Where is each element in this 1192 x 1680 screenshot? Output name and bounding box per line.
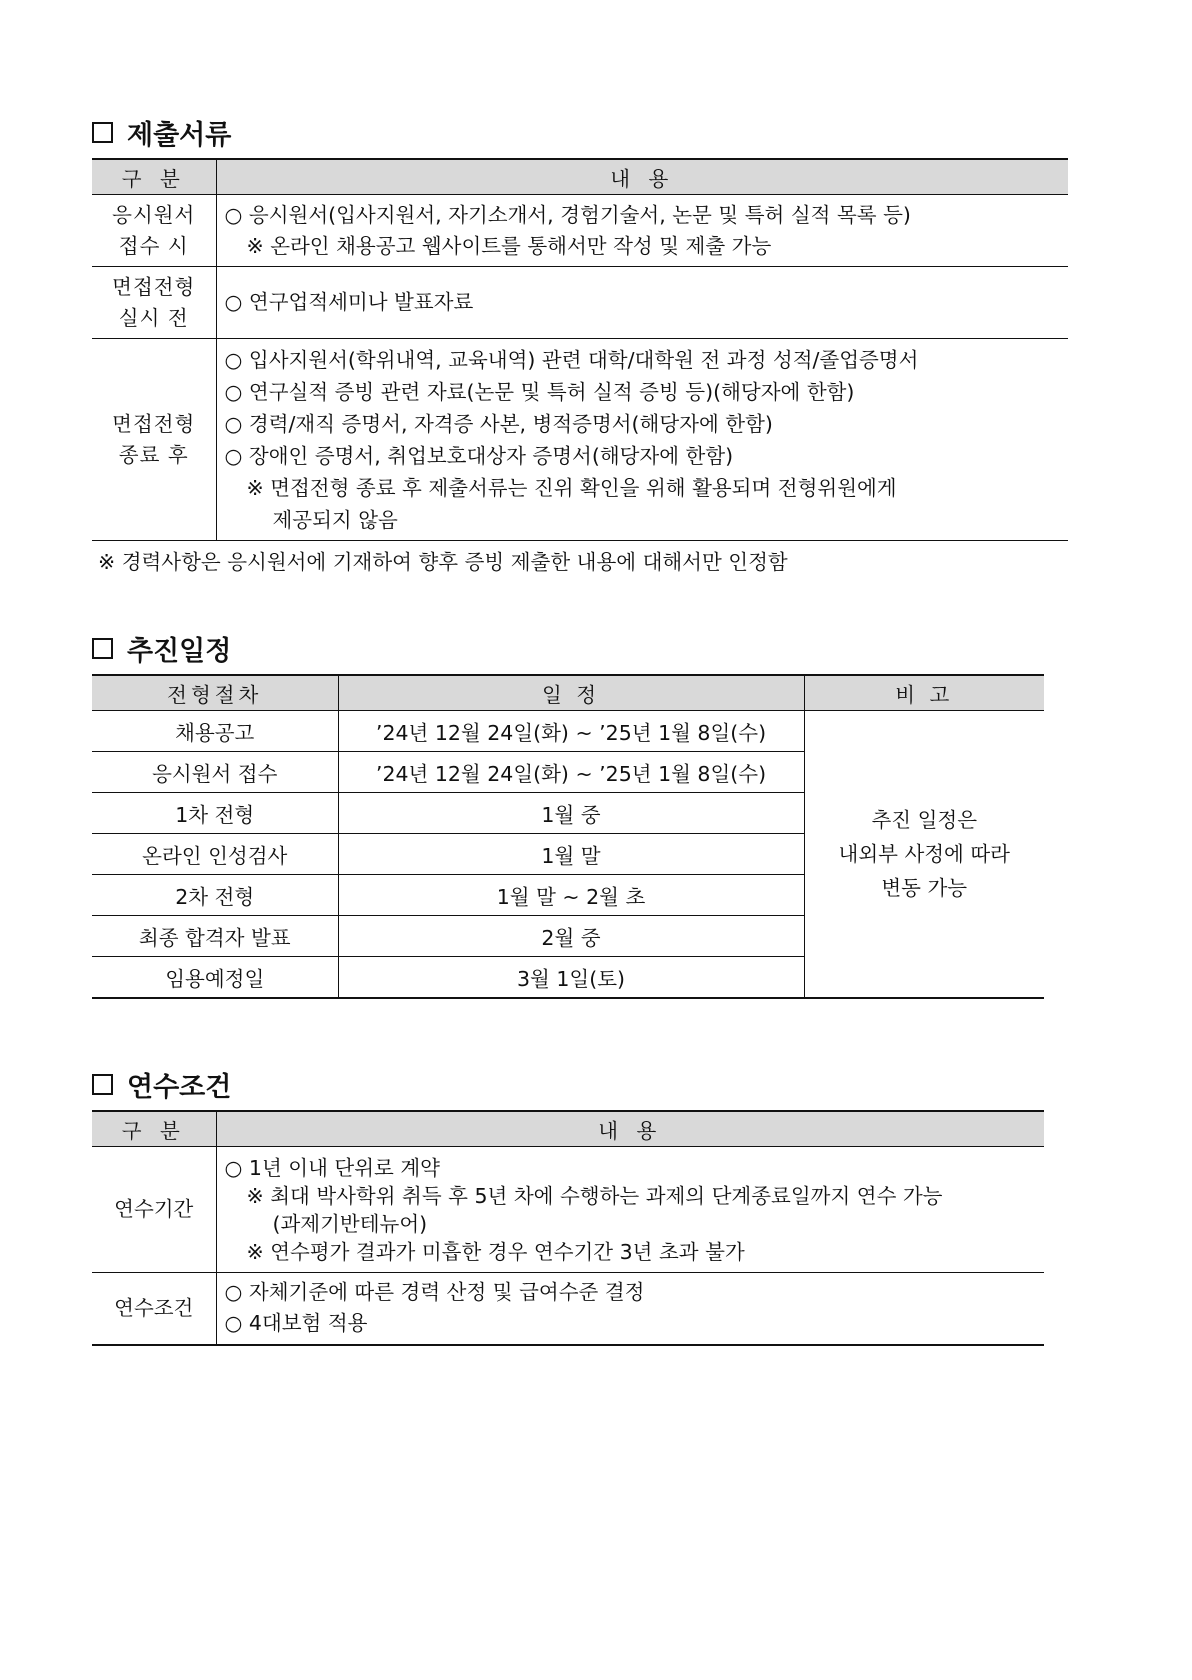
date-cell: ’24년 12월 24일(화) ~ ’25년 1월 8일(수) — [338, 711, 804, 752]
date-cell: 1월 말 — [338, 834, 804, 875]
row-label — [92, 339, 216, 541]
remark-line: 추진 일정은 — [871, 808, 978, 832]
row-content — [216, 1273, 1044, 1345]
checkbox-square-icon — [92, 122, 113, 143]
row-content — [216, 195, 1068, 267]
table-header — [92, 159, 1068, 195]
header-step: 전형절차 — [92, 675, 338, 711]
date-cell: 1월 말 ~ 2월 초 — [338, 875, 804, 916]
content-line: ○ 입사지원서(학위내역, 교육내역) 관련 대학/대학원 전 과정 성적/졸업증명서 — [224, 347, 919, 372]
checkbox-square-icon — [92, 638, 113, 659]
table-row — [92, 711, 1044, 752]
table-row — [92, 339, 1068, 541]
date-cell: 1월 중 — [338, 793, 804, 834]
content-line: ○ 자체기준에 따른 경력 산정 및 급여수준 결정 — [224, 1280, 645, 1305]
documents-table — [92, 158, 1068, 541]
row-label-line: 면접전형 — [112, 274, 196, 299]
row-label-line: 종료 후 — [118, 442, 189, 467]
row-content — [216, 1147, 1044, 1273]
row-label — [92, 195, 216, 267]
step-cell: 최종 합격자 발표 — [92, 916, 338, 957]
remark-cell — [804, 711, 1044, 999]
date-cell: ’24년 12월 24일(화) ~ ’25년 1월 8일(수) — [338, 752, 804, 793]
row-label: 연수기간 — [92, 1147, 216, 1273]
section-title-schedule — [92, 628, 1044, 668]
header-content: 내 용 — [216, 159, 1068, 195]
section-training — [92, 1064, 1044, 1346]
remark-line: 내외부 사정에 따라 — [838, 842, 1010, 866]
table-header — [92, 1111, 1044, 1147]
table-row — [92, 195, 1068, 267]
content-line: ○ 연구업적세미나 발표자료 — [224, 290, 474, 314]
section-title-text: 연수조건 — [127, 1071, 232, 1103]
header-remark: 비 고 — [804, 675, 1044, 711]
row-content — [216, 339, 1068, 541]
remark-line: 변동 가능 — [881, 876, 968, 900]
header-content: 내 용 — [216, 1111, 1044, 1147]
header-date: 일 정 — [338, 675, 804, 711]
content-line: ○ 경력/재직 증명서, 자격증 사본, 병적증명서(해당자에 한함) — [224, 411, 773, 436]
content-note: ※ 온라인 채용공고 웹사이트를 통해서만 작성 및 제출 가능 — [246, 233, 772, 258]
content-note: ※ 최대 박사학위 취득 후 5년 차에 수행하는 과제의 단계종료일까지 연수 가능 — [246, 1183, 943, 1208]
content-note: 제공되지 않음 — [272, 507, 398, 532]
header-category: 구 분 — [92, 1111, 216, 1147]
date-cell: 3월 1일(토) — [338, 957, 804, 999]
section-documents — [92, 112, 1068, 575]
header-category: 구 분 — [92, 159, 216, 195]
table-row — [92, 1273, 1044, 1345]
step-cell: 응시원서 접수 — [92, 752, 338, 793]
step-cell: 채용공고 — [92, 711, 338, 752]
section-title-text: 추진일정 — [127, 635, 232, 667]
section-title-text: 제출서류 — [127, 119, 232, 151]
training-table — [92, 1110, 1044, 1346]
section-schedule — [92, 628, 1044, 999]
content-note: ※ 연수평가 결과가 미흡한 경우 연수기간 3년 초과 불가 — [246, 1239, 745, 1264]
table-row — [92, 1147, 1044, 1273]
checkbox-square-icon — [92, 1074, 113, 1095]
table-row — [92, 267, 1068, 339]
step-cell: 임용예정일 — [92, 957, 338, 999]
row-label-line: 응시원서 — [112, 202, 196, 227]
step-cell: 2차 전형 — [92, 875, 338, 916]
content-note: (과제기반테뉴어) — [272, 1211, 428, 1236]
row-label: 연수조건 — [92, 1273, 216, 1345]
content-line: ○ 장애인 증명서, 취업보호대상자 증명서(해당자에 한함) — [224, 443, 734, 468]
documents-footnote: ※ 경력사항은 응시원서에 기재하여 향후 증빙 제출한 내용에 대해서만 인정함 — [98, 550, 788, 574]
row-label-line: 실시 전 — [118, 305, 189, 330]
section-title-documents — [92, 112, 1068, 152]
content-line: ○ 4대보험 적용 — [224, 1311, 368, 1336]
table-header — [92, 675, 1044, 711]
content-line: ○ 1년 이내 단위로 계약 — [224, 1155, 440, 1180]
content-line: ○ 연구실적 증빙 관련 자료(논문 및 특허 실적 증빙 등)(해당자에 한함) — [224, 379, 855, 404]
date-cell: 2월 중 — [338, 916, 804, 957]
content-line: ○ 응시원서(입사지원서, 자기소개서, 경험기술서, 논문 및 특허 실적 목록 등) — [224, 202, 911, 227]
row-label-line: 접수 시 — [118, 233, 189, 258]
step-cell: 온라인 인성검사 — [92, 834, 338, 875]
row-content — [216, 267, 1068, 339]
schedule-table — [92, 674, 1044, 999]
section-title-training — [92, 1064, 1044, 1104]
row-label-line: 면접전형 — [112, 411, 196, 436]
row-label — [92, 267, 216, 339]
content-note: ※ 면접전형 종료 후 제출서류는 진위 확인을 위해 활용되며 전형위원에게 — [246, 475, 897, 500]
step-cell: 1차 전형 — [92, 793, 338, 834]
